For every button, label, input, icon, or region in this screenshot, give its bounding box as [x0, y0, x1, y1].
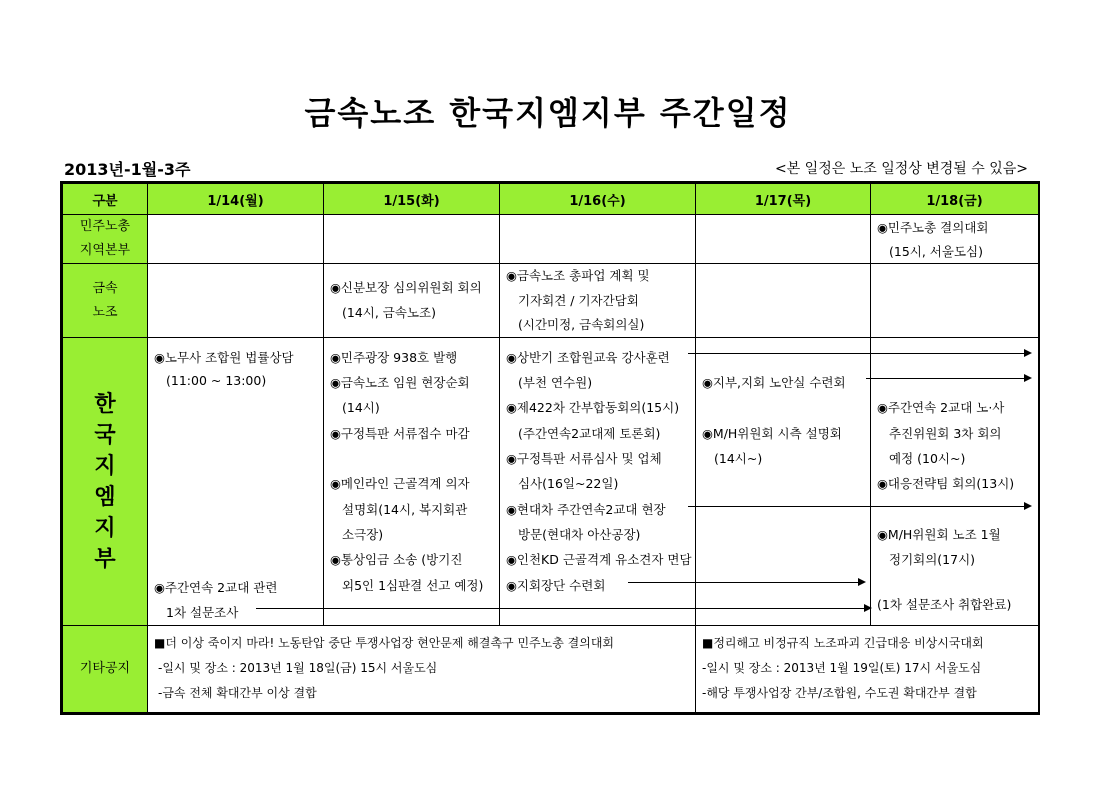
cell-kmwu-fri: [871, 264, 1039, 338]
event-line: (부천 연수원): [518, 375, 593, 390]
event-line: ◉M/H위원회 노조 1월: [877, 527, 1001, 542]
event-line: ◉지회장단 수련회: [506, 578, 606, 593]
header-wed: 1/16(수): [500, 184, 696, 215]
notice-line: -일시 및 장소 : 2013년 1월 18일(금) 15시 서울도심: [158, 661, 438, 675]
event-line: ◉현대차 주간연속2교대 현장: [506, 502, 666, 517]
header-thu: 1/17(목): [696, 184, 871, 215]
notice-line: -금속 전체 확대간부 이상 결합: [158, 686, 317, 700]
header-category: 구분: [63, 184, 148, 215]
label-line: 금속: [92, 280, 118, 296]
week-label: 2013년-1월-3주: [64, 160, 191, 179]
notice-line: ■정리해고 비정규직 노조파괴 긴급대응 비상시국대회: [702, 636, 984, 650]
cell-gm-fri: [871, 338, 1039, 626]
cell-kctu-wed: [500, 215, 696, 264]
header-tue: 1/15(화): [324, 184, 500, 215]
event-line: 설명회(14시, 복지회관: [342, 502, 468, 517]
event-line: 기자회견 / 기자간담회: [518, 293, 639, 308]
event-line: 방문(현대차 아산공장): [518, 527, 641, 542]
event-line: ◉민주노총 결의대회: [877, 220, 989, 235]
row-kctu: [63, 215, 1039, 264]
event-line: ◉메인라인 근골격계 의자: [330, 476, 470, 491]
event-line: (14시, 금속노조): [342, 305, 436, 320]
label-char: 부: [94, 546, 116, 572]
notice-line: -일시 및 장소 : 2013년 1월 19일(토) 17시 서울도심: [702, 661, 982, 675]
event-line: ◉통상임금 소송 (방기진: [330, 552, 463, 567]
cell-etc-right: [696, 626, 1039, 713]
event-line: ◉주간연속 2교대 노·사: [877, 400, 1005, 415]
label-char: 국: [94, 422, 116, 448]
row-kmwu: [63, 264, 1039, 338]
event-line: ◉금속노조 임원 현장순회: [330, 375, 470, 390]
label-kmwu: [63, 264, 148, 338]
event-line: 소극장): [342, 527, 384, 542]
label-char: 엠: [94, 484, 116, 510]
event-line: 심사(16일~22일): [518, 476, 619, 491]
header-row: [63, 184, 1039, 215]
label-line: 노조: [92, 304, 118, 320]
event-line: ◉민주광장 938호 발행: [330, 350, 458, 365]
event-line: ◉지부,지회 노안실 수련회: [702, 375, 846, 390]
continuation-arrow: [688, 506, 1030, 507]
event-line: ◉M/H위원회 시측 설명회: [702, 426, 842, 441]
event-line: (15시, 서울도심): [889, 244, 983, 259]
event-line: 정기회의(17시): [889, 552, 976, 567]
label-char: 한: [94, 391, 116, 417]
event-line: ◉구정특판 서류접수 마감: [330, 426, 470, 441]
event-line: (14시~): [714, 451, 763, 466]
event-line: ◉대응전략팀 회의(13시): [877, 476, 1015, 491]
row-gm: [63, 338, 1039, 626]
label-etc: 기타공지: [63, 626, 148, 713]
event-line: ◉금속노조 총파업 계획 및: [506, 268, 650, 283]
cell-gm-mon: [148, 338, 324, 626]
header-mon: 1/14(월): [148, 184, 324, 215]
event-line: (14시): [342, 400, 380, 415]
continuation-arrow: [256, 608, 870, 609]
event-line: (주간연속2교대제 토론회): [518, 426, 661, 441]
cell-kctu-fri: [871, 215, 1039, 264]
header-fri: 1/18(금): [871, 184, 1039, 215]
cell-kmwu-tue: [324, 264, 500, 338]
event-line: ◉주간연속 2교대 관련: [154, 580, 278, 595]
label-char: 지: [94, 453, 116, 479]
notice-line: -해당 투쟁사업장 간부/조합원, 수도권 확대간부 결합: [702, 686, 977, 700]
label-char: 지: [94, 515, 116, 541]
event-line: 외5인 1심판결 선고 예정): [342, 578, 484, 593]
cell-kctu-mon: [148, 215, 324, 264]
event-line: ◉인천KD 근골격계 유소견자 면담: [506, 552, 692, 567]
cell-kmwu-mon: [148, 264, 324, 338]
event-line: 예정 (10시~): [889, 451, 966, 466]
cell-kctu-tue: [324, 215, 500, 264]
event-line: (11:00 ~ 13:00): [166, 373, 267, 388]
cell-etc-left: [148, 626, 696, 713]
label-gm: [63, 338, 148, 626]
notice-line: ■더 이상 죽이지 마라! 노동탄압 중단 투쟁사업장 현안문제 해결촉구 민주노총 결의대회: [154, 636, 615, 650]
label-line: 민주노총: [79, 219, 131, 234]
event-line: (시간미정, 금속회의실): [518, 317, 645, 332]
weekly-schedule-table: [62, 183, 1039, 713]
event-line: 추진위원회 3차 회의: [889, 426, 1002, 441]
continuation-arrow: [628, 582, 864, 583]
event-line: ◉상반기 조합원교육 강사훈련: [506, 350, 670, 365]
cell-gm-tue: [324, 338, 500, 626]
schedule-note: <본 일정은 노조 일정상 변경될 수 있음>: [774, 161, 1028, 177]
event-line: (1차 설문조사 취합완료): [877, 597, 1012, 612]
label-line: 지역본부: [79, 243, 131, 258]
cell-kmwu-thu: [696, 264, 871, 338]
continuation-arrow: [688, 353, 1030, 354]
continuation-arrow: [866, 378, 1030, 379]
event-line: ◉제422차 간부합동회의(15시): [506, 400, 680, 415]
event-line: ◉신분보장 심의위원회 회의: [330, 280, 482, 295]
event-line: ◉노무사 조합원 법률상담: [154, 350, 294, 365]
label-kctu: [63, 215, 148, 264]
event-line: 1차 설문조사: [166, 605, 239, 620]
cell-kctu-thu: [696, 215, 871, 264]
row-etc: [63, 626, 1039, 713]
cell-kmwu-wed: [500, 264, 696, 338]
event-line: ◉구정특판 서류심사 및 업체: [506, 451, 662, 466]
page-title: 금속노조 한국지엠지부 주간일정: [304, 94, 792, 132]
